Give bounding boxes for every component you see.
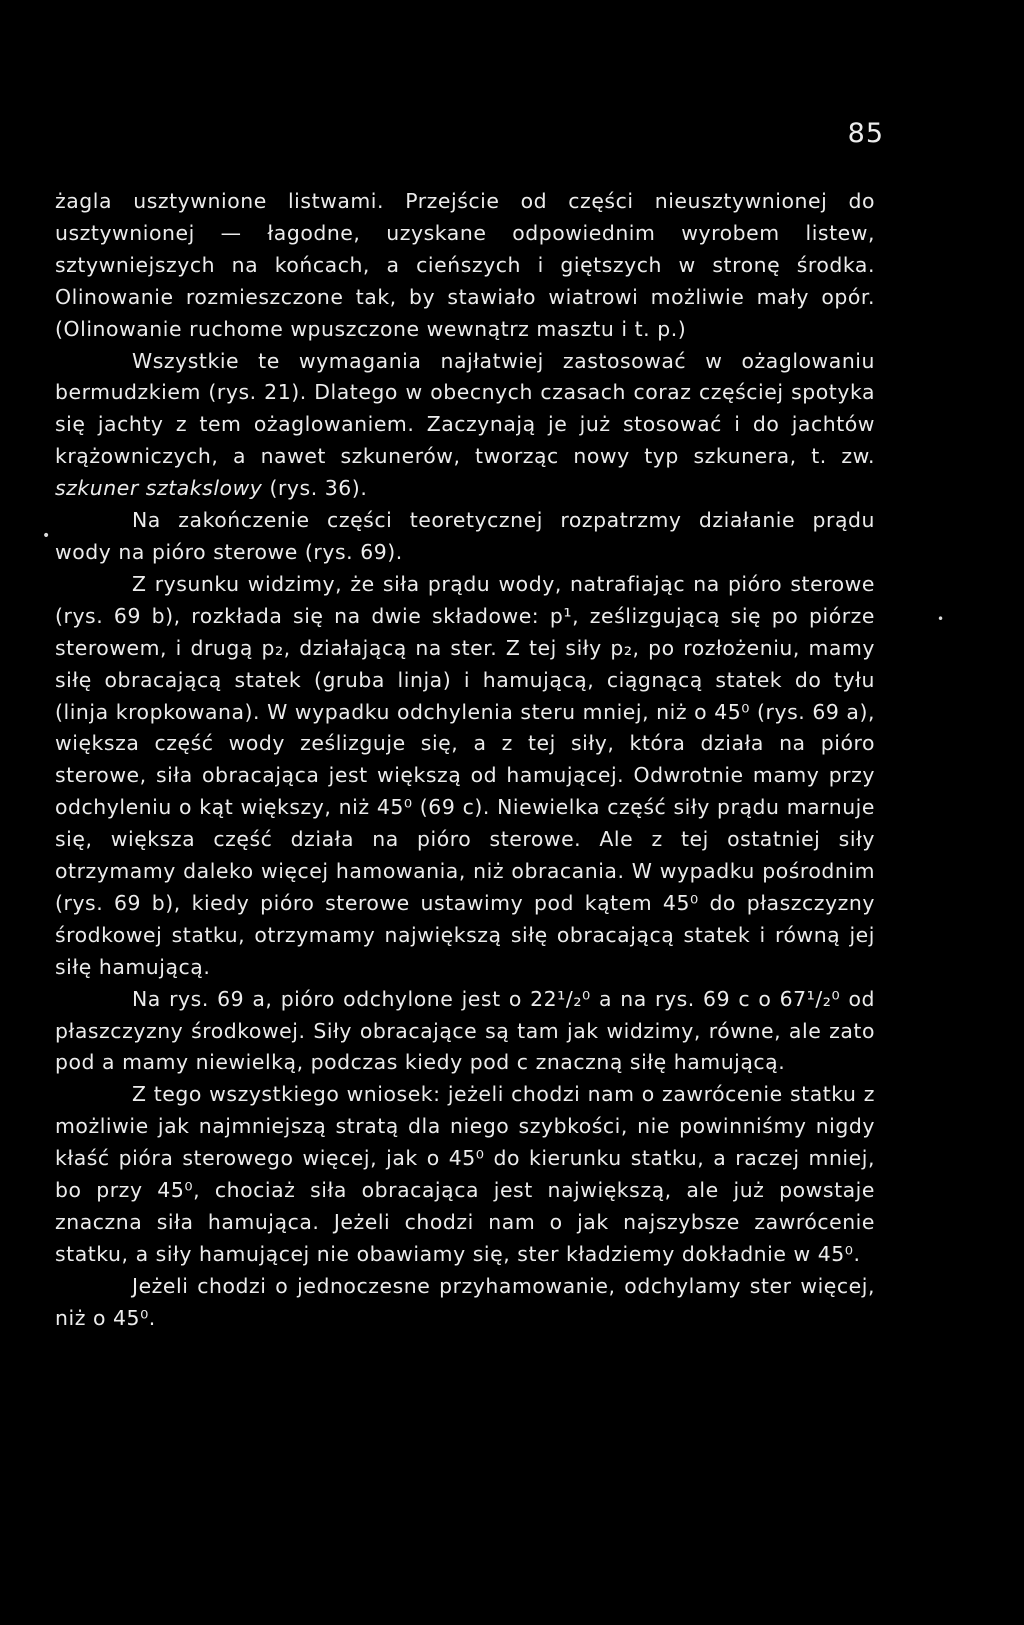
paragraph-7: Jeżeli chodzi o jednoczesne przyhamowanie, odchylamy ster więcej, niż o 45⁰. [55, 1273, 875, 1330]
paragraph-4: Z rysunku widzimy, że siła prądu wody, natrafiając na pióro sterowe (rys. 69 b), rozkłada się na dwie składowe: p¹, ześlizgującą się po piórze sterowem, i drugą p₂, działającą na ster. Z tej siły p₂, po rozłożeniu, mamy siłę obracającą statek (gruba linja) i hamującą, ciągnącą statek do tyłu (linja kropkowana). W wypadku odchylenia steru mniej, niż o 45⁰ (rys. 69 a), większa część wody ześlizguje się, a z tej siły, która działa na pióro sterowe, siła obracająca jest większą od hamującej. Odwrotnie mamy przy odchyleniu o kąt większy, niż 45⁰ (69 c). Niewielka część siły prądu marnuje się, większa część działa na pióro sterowe. Ale z tej ostatniej siły otrzymamy daleko więcej hamowania, niż obracania. W wypadku pośrodnim (rys. 69 b), kiedy pióro sterowe ustawimy pod kątem 45⁰ do płaszczyzny środkowej statku, otrzymamy największą siłę obracającą statek i równą jej siłę hamującą. [55, 571, 875, 979]
paragraph-2-text-before: Wszystkie te wymagania najłatwiej zastosować w ożaglowaniu bermudzkiem (rys. 21). Dlatego w obecnych czasach coraz częściej spotyka się jachty z tem ożaglowaniem. Zaczynają je już stosować i do jachtów krążowniczych, a nawet szkunerów, tworząc nowy typ szkunera, t. zw. [55, 348, 875, 469]
paragraph-1: żagla usztywnione listwami. Przejście od części nieusztywnionej do usztywnionej — łagodne, uzyskane odpowiednim wyrobem listew, sztywniejszych na końcach, a cieńszych i giętszych w stronę środka. Olinowanie rozmieszczone tak, by stawiało wiatrowi możliwie mały opór. (Olinowanie ruchome wpuszczone wewnątrz masztu i t. p.) [55, 189, 875, 341]
paragraph-2-italic-term: szkuner sztakslowy [55, 476, 263, 501]
paragraph-6: Z tego wszystkiego wniosek: jeżeli chodzi nam o zawrócenie statku z możliwie jak najmniejszą stratą dla niego szybkości, nie powinniśmy nigdy kłaść pióra sterowego więcej, jak o 45⁰ do kierunku statku, a raczej mniej, bo przy 45⁰, chociaż siła obracająca jest największą, ale już powstaje znaczna siła hamująca. Jeżeli chodzi nam o jak najszybsze zawrócenie statku, a siły hamującej nie obawiamy się, ster kładziemy dokładnie w 45⁰. [55, 1082, 875, 1266]
body-text [55, 186, 875, 1335]
margin-mark-left: • [42, 528, 51, 544]
paragraph-2 [55, 346, 875, 506]
paragraph-5: Na rys. 69 a, pióro odchylone jest o 22¹/₂⁰ a na rys. 69 c o 67¹/₂⁰ od płaszczyzny środkowej. Siły obracające są tam jak widzimy, równe, ale zato pod a mamy niewielką, podczas kiedy pod c znaczną siłę hamującą. [55, 986, 875, 1075]
page-number: 85 [847, 118, 884, 149]
margin-mark-right: • [937, 612, 945, 626]
paragraph-2-text-after: (rys. 36). [262, 476, 368, 501]
paragraph-3: Na zakończenie części teoretycznej rozpatrzmy działanie prądu wody na pióro sterowe (rys. 69). [55, 508, 875, 564]
